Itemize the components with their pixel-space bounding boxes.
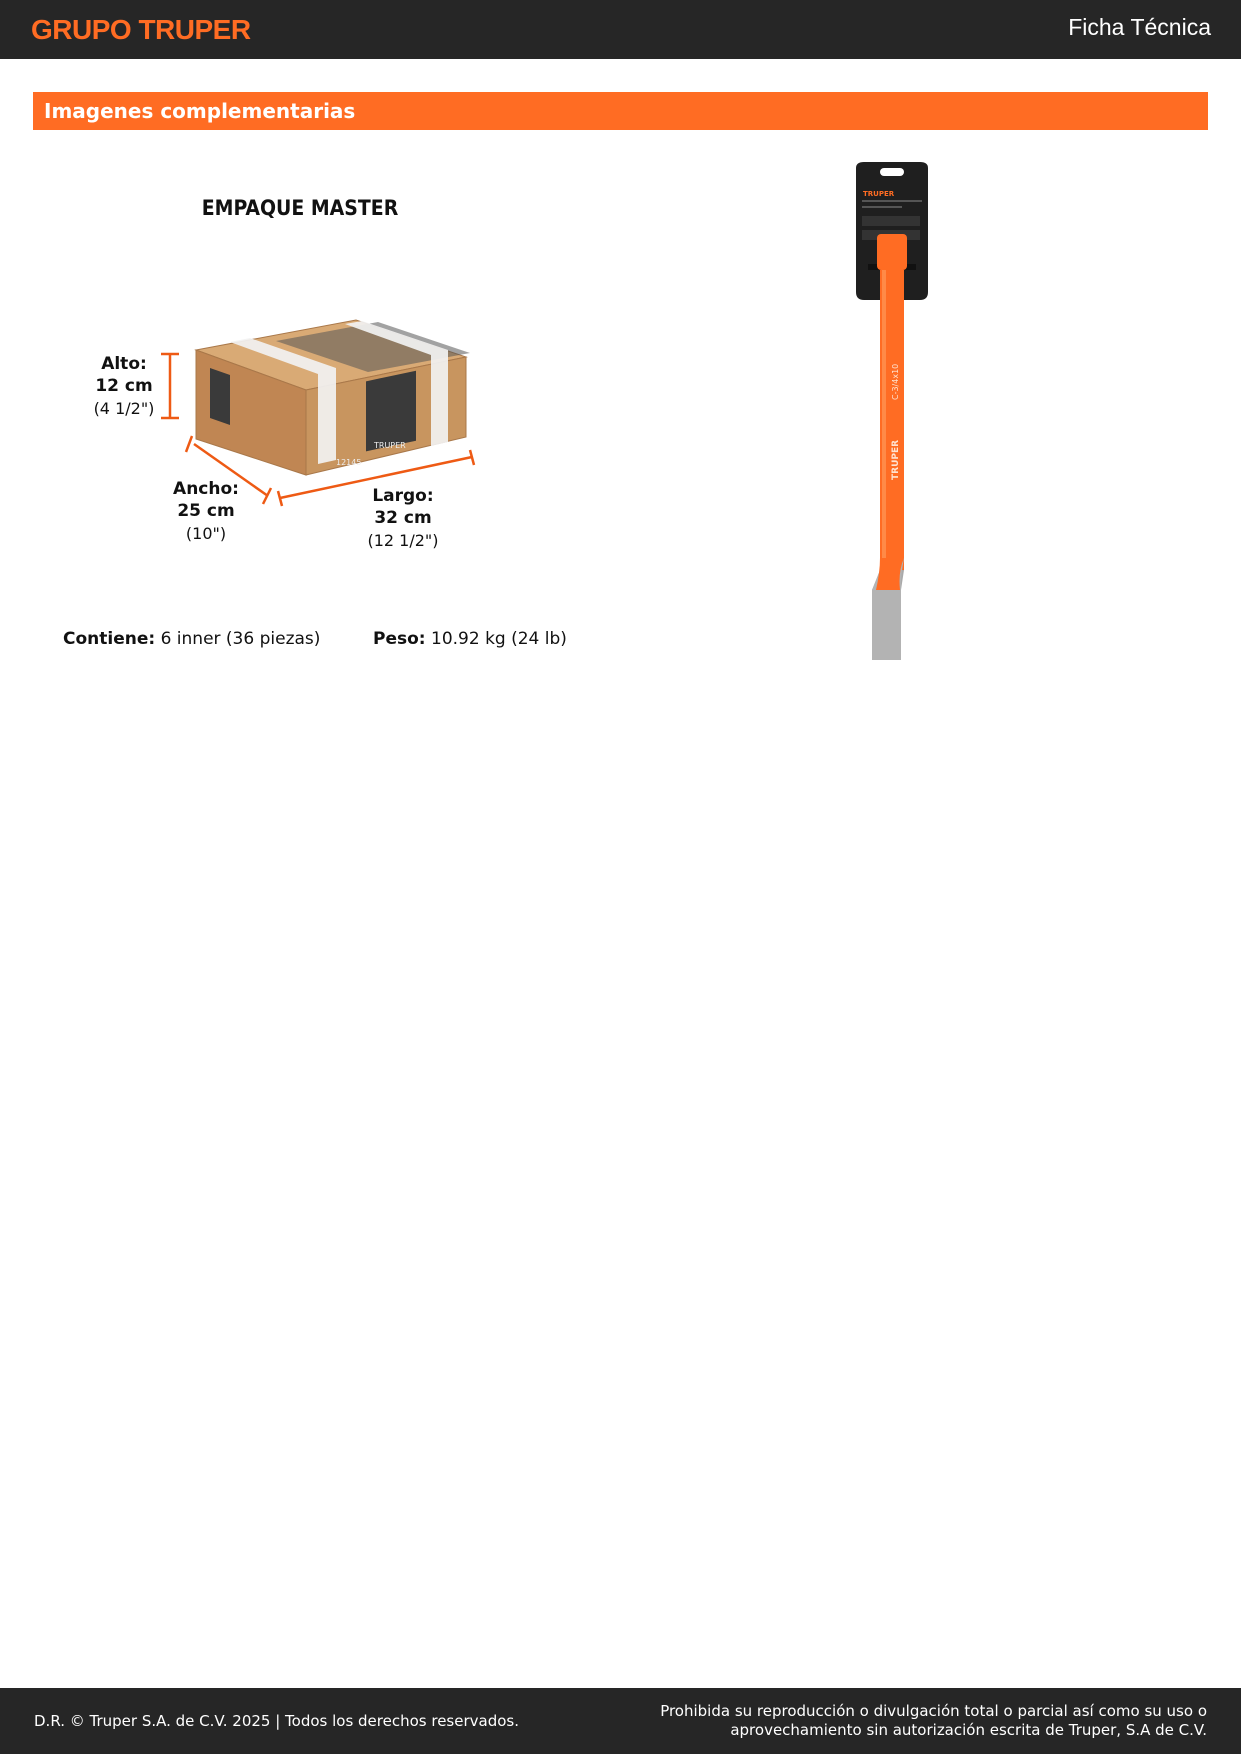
largo-label: Largo: [372, 486, 434, 506]
card-brand-text: TRUPER [863, 190, 895, 198]
peso-value: 10.92 kg (24 lb) [431, 629, 567, 649]
ancho-imperial: (10") [185, 524, 227, 543]
document-title: Ficha Técnica [1068, 14, 1211, 40]
alto-imperial: (4 1/2") [93, 399, 155, 418]
master-pack-title: EMPAQUE MASTER [201, 196, 399, 220]
peso-label: Peso: [373, 629, 426, 649]
dimension-ancho [161, 479, 251, 545]
footer-legal-line-1: Prohibida su reproducción o divulgación total o parcial así como su uso o [660, 1702, 1207, 1720]
alto-metric: 12 cm [95, 376, 153, 396]
shaft-text: C-3/4x10 [891, 363, 900, 400]
footer-legal-line-2: aprovechamiento sin autorización escrita de Truper, S.A de C.V. [730, 1721, 1207, 1739]
section-title: Imagenes complementarias [44, 99, 356, 123]
contiene-label: Contiene: [63, 629, 156, 649]
product-chisel-image [840, 160, 940, 670]
ancho-metric: 25 cm [177, 501, 235, 521]
box-code-text: 12145 [336, 458, 362, 467]
spec-peso [373, 629, 567, 649]
footer-legal-notice [660, 1702, 1207, 1740]
box-brand-text: TRUPER [374, 441, 406, 450]
footer-bar [0, 1688, 1241, 1754]
header-bar [0, 0, 1241, 59]
dimension-largo [353, 486, 453, 552]
largo-imperial: (12 1/2") [367, 531, 439, 550]
dimension-alto [84, 354, 164, 420]
shaft-brand-text: TRUPER [891, 439, 901, 480]
largo-metric: 32 cm [374, 508, 432, 528]
spec-contiene [63, 629, 320, 649]
section-header [33, 92, 1208, 130]
ancho-label: Ancho: [173, 479, 239, 499]
brand-logo: GRUPO TRUPER [31, 14, 251, 45]
footer-copyright: D.R. © Truper S.A. de C.V. 2025 | Todos los derechos reservados. [34, 1712, 519, 1730]
contiene-value: 6 inner (36 piezas) [160, 629, 321, 649]
alto-label: Alto: [101, 354, 147, 374]
